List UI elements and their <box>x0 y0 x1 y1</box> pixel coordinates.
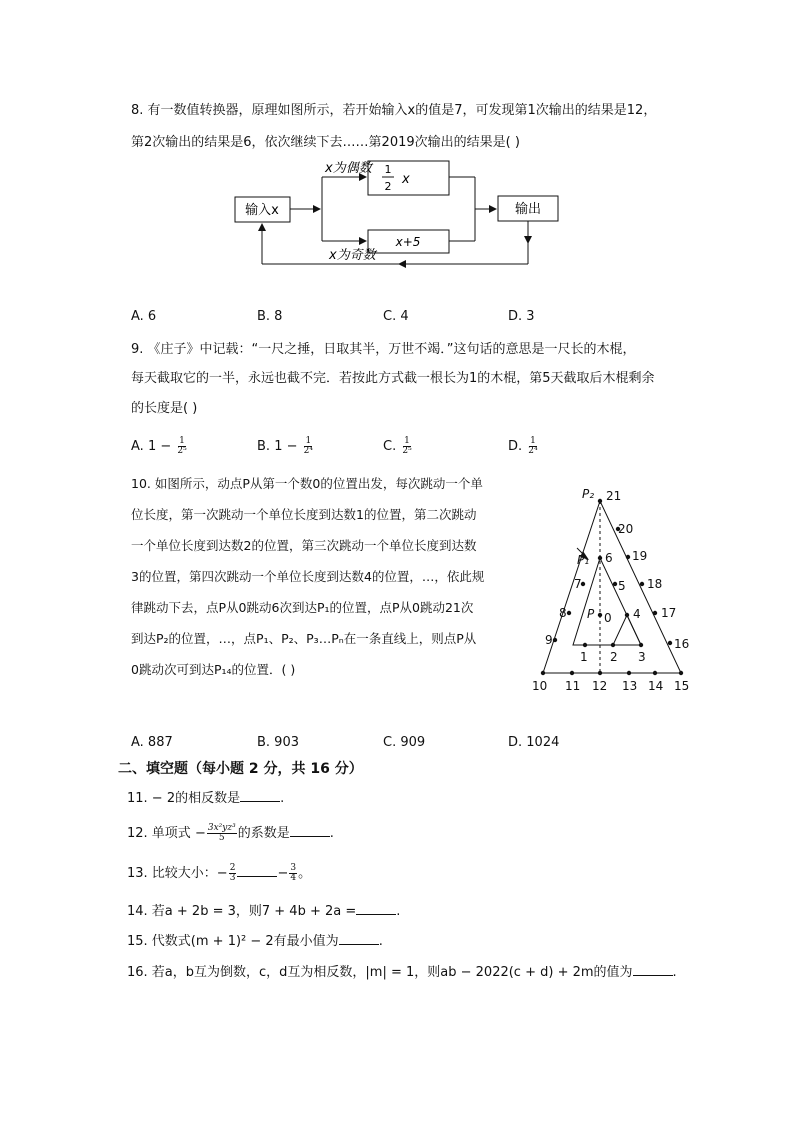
q11-blank <box>240 789 280 802</box>
frac-den: 2⁴ <box>528 446 538 456</box>
q8-option-c: C. 4 <box>383 309 409 324</box>
q8-option-d: D. 3 <box>508 309 535 324</box>
q12-fraction <box>207 824 237 843</box>
frac-den: 2⁵ <box>402 446 412 456</box>
q11-text: 11. − 2的相反数是 <box>127 791 241 806</box>
q13 <box>127 864 311 883</box>
q16-blank <box>633 963 673 976</box>
q13-text: 13. 比较大小：− <box>127 866 228 881</box>
q11-end: . <box>280 791 285 806</box>
q10-triangle-figure <box>525 480 705 700</box>
half-var: x <box>402 172 410 187</box>
q9-option-c-fraction <box>401 437 412 456</box>
q10-option-b: B. 903 <box>257 735 299 750</box>
label-p2: P₂ <box>582 487 595 501</box>
label-13: 13 <box>622 679 638 693</box>
label-2: 2 <box>610 650 618 664</box>
label-16: 16 <box>674 637 690 651</box>
label-15: 15 <box>674 679 690 693</box>
label-7: 7 <box>574 577 582 591</box>
frac-num: 1 <box>530 436 536 446</box>
label-20: 20 <box>618 522 634 536</box>
label-1: 1 <box>580 650 588 664</box>
q13-minus: − <box>277 866 289 881</box>
q14-end: . <box>396 904 401 919</box>
label-4: 4 <box>633 607 641 621</box>
q9-option-b-letter: B. <box>257 439 271 454</box>
q9-option-c-letter: C. <box>383 439 397 454</box>
frac-den: 2⁴ <box>303 446 313 456</box>
q15-end: . <box>378 934 383 949</box>
q9-line1: 9. 《庄子》中记载：“一尺之捶，日取其半，万世不竭．”这句话的意思是一尺长的木棍， <box>131 342 636 357</box>
q15-blank <box>339 932 379 945</box>
frac-num: 1 <box>305 436 312 446</box>
q9-option-b-fraction <box>303 437 314 456</box>
frac-den: 2⁵ <box>177 446 187 456</box>
q13-fraction-b <box>289 864 297 883</box>
q8-option-b: B. 8 <box>257 309 283 324</box>
label-3: 3 <box>638 650 646 664</box>
label-19: 19 <box>632 549 648 563</box>
q14-blank <box>356 902 396 915</box>
label-12: 12 <box>592 679 608 693</box>
q11 <box>127 789 284 808</box>
q9-option-b <box>257 437 315 456</box>
label-11: 11 <box>565 679 581 693</box>
q9-option-d-fraction <box>527 437 538 456</box>
q10-line7: 0跳动次可到达P₁₄的位置．( ) <box>131 662 296 677</box>
q9-option-a-letter: A. <box>131 439 144 454</box>
q14-text: 14. 若a + 2b = 3，则7 + 4b + 2a = <box>127 904 357 919</box>
frac-den: 3 <box>229 873 236 883</box>
label-p: P <box>587 607 595 621</box>
q16-text: 16. 若a，b互为倒数，c，d互为相反数，|m| = 1，则ab − 2022(c + d) + 2m的值为 <box>127 965 633 980</box>
label-21: 21 <box>606 489 622 503</box>
q9-option-a-pre: 1 − <box>147 439 172 454</box>
label-9: 9 <box>545 633 553 647</box>
q12-blank <box>290 824 330 837</box>
q10-line5: 律跳动下去，点P从0跳动6次到达P₁的位置，点P从0跳动21次 <box>131 600 474 615</box>
output-box-label: 输出 <box>514 202 542 217</box>
q10-line1: 10. 如图所示，动点P从第一个数0的位置出发，每次跳动一个单 <box>131 476 483 491</box>
q9-option-b-pre: 1 − <box>274 439 298 454</box>
q10-line3: 一个单位长度到达数2的位置，第三次跳动一个单位长度到达数 <box>131 538 477 553</box>
q8-line2: 第2次输出的结果是6，依次继续下去……第2019次输出的结果是( ) <box>131 135 520 150</box>
frac-den: 4 <box>290 873 297 883</box>
q9-option-a <box>131 437 189 456</box>
odd-label: x为奇数 <box>329 248 376 263</box>
frac-num: 2 <box>229 863 236 873</box>
half-den: 2 <box>384 180 392 193</box>
frac-num: 1 <box>179 436 185 446</box>
label-p1: P₁ <box>577 553 590 567</box>
label-8: 8 <box>559 606 567 620</box>
label-10: 10 <box>532 679 548 693</box>
label-5: 5 <box>618 579 626 593</box>
q12-text: 12. 单项式 − <box>127 826 206 841</box>
q9-option-c <box>383 437 414 456</box>
input-box-label: 输入x <box>245 203 279 218</box>
label-0: 0 <box>604 611 612 625</box>
label-6: 6 <box>605 551 613 565</box>
q8-flow-diagram <box>225 155 575 275</box>
q12 <box>127 824 334 843</box>
q13-blank <box>237 864 277 877</box>
q15 <box>127 932 383 951</box>
q16 <box>127 963 677 982</box>
q13-fraction-a <box>229 864 237 883</box>
label-18: 18 <box>647 577 663 591</box>
frac-den: 5 <box>218 833 225 843</box>
frac-num: 3 <box>290 863 297 873</box>
plus5-label: x+5 <box>395 235 421 249</box>
q10-option-a: A. 887 <box>131 735 173 750</box>
q9-option-d-letter: D. <box>508 439 523 454</box>
q9-option-a-fraction <box>176 437 187 456</box>
q10-option-d: D. 1024 <box>508 735 560 750</box>
section-fill-in-title: 二、填空题（每小题 2 分，共 16 分） <box>118 761 363 777</box>
q14 <box>127 902 400 921</box>
half-num: 1 <box>384 163 392 176</box>
even-label: x为偶数 <box>325 161 372 176</box>
q10-line6: 到达P₂的位置，…，点P₁、P₂、P₃…Pₙ在一条直线上，则点P从 <box>131 631 477 646</box>
q13-end: 。 <box>298 866 312 881</box>
q8-option-a: A. 6 <box>131 309 157 324</box>
q10-line4: 3的位置，第四次跳动一个单位长度到达数4的位置，…，依此规 <box>131 569 485 584</box>
q9-line2: 每天截取它的一半，永远也截不完．若按此方式截一根长为1的木棍，第5天截取后木棍剩余 <box>131 371 655 386</box>
q15-text: 15. 代数式(m + 1)² − 2有最小值为 <box>127 934 339 949</box>
label-17: 17 <box>661 606 677 620</box>
q12-text2: 的系数是 <box>237 826 290 841</box>
q9-option-d <box>508 437 540 456</box>
frac-num: 1 <box>404 436 410 446</box>
q8-line1: 8. 有一数值转换器，原理如图所示，若开始输入x的值是7，可发现第1次输出的结果是12， <box>131 103 657 118</box>
q10-line2: 位长度，第一次跳动一个单位长度到达数1的位置，第二次跳动 <box>131 507 477 522</box>
frac-num: 3x²yz³ <box>207 823 236 833</box>
q12-end: . <box>329 826 334 841</box>
q9-line3: 的长度是( ) <box>131 401 198 416</box>
label-14: 14 <box>648 679 664 693</box>
q16-end: . <box>672 965 677 980</box>
q10-option-c: C. 909 <box>383 735 426 750</box>
